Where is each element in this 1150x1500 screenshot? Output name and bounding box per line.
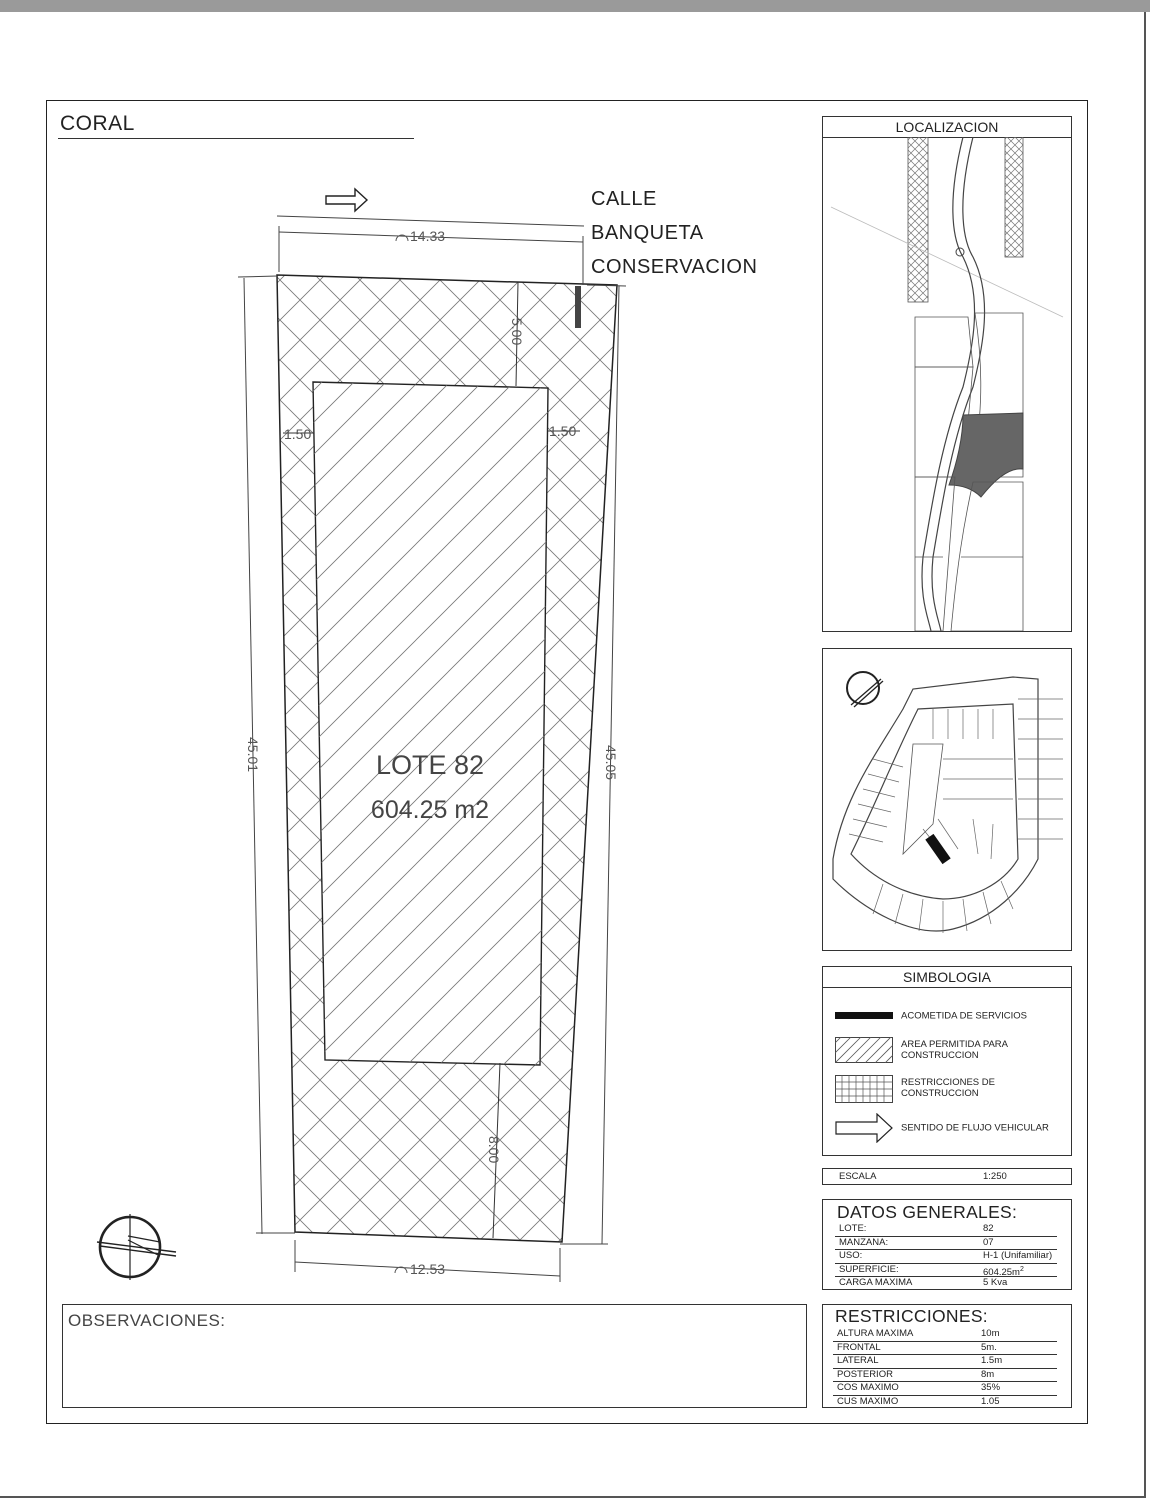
restrictions-panel xyxy=(822,1304,1072,1408)
setback-front: 5.00 xyxy=(509,318,525,346)
key-map-selected-lot xyxy=(925,834,950,864)
observations-label: OBSERVACIONES: xyxy=(68,1311,226,1330)
location-map xyxy=(823,137,1071,631)
general-data-panel xyxy=(822,1199,1072,1290)
table-row: LOTE: 82 xyxy=(835,1222,1057,1237)
legend-panel xyxy=(822,966,1072,1156)
table-row: MANZANA: 07 xyxy=(835,1236,1057,1251)
dim-bottom: 12.53 xyxy=(410,1261,446,1277)
service-connection-mark xyxy=(575,286,581,328)
restrictions-title: RESTRICCIONES: xyxy=(835,1306,988,1326)
buildable-area xyxy=(313,382,548,1065)
general-data-title: DATOS GENERALES: xyxy=(837,1202,1018,1222)
table-row: SUPERFICIE: $604.25m^2$ xyxy=(835,1263,1057,1278)
dim-top: 14.33 xyxy=(410,228,446,244)
observations-box xyxy=(62,1304,807,1408)
vehicle-flow-arrow-icon xyxy=(326,189,367,211)
service-connection-bar-icon xyxy=(835,1012,893,1020)
scale-label: ESCALA xyxy=(839,1171,877,1182)
table-row: FRONTAL 5m. xyxy=(833,1341,1057,1356)
grid-hatch-swatch-icon xyxy=(835,1075,893,1103)
key-map xyxy=(823,649,1071,950)
conservation-label: CONSERVACION xyxy=(591,256,758,278)
legend-label: RESTRICCIONES DE CONSTRUCCION xyxy=(901,1077,995,1099)
setback-left: 1.50 xyxy=(284,426,312,442)
table-row: LATERAL 1.5m xyxy=(833,1354,1057,1369)
legend-title: SIMBOLOGIA xyxy=(823,967,1071,988)
dim-left: 45.01 xyxy=(245,737,261,773)
scale-box xyxy=(822,1168,1072,1185)
setback-rear: 8.00 xyxy=(486,1136,502,1164)
legend-item xyxy=(835,1035,1065,1065)
location-panel-title: LOCALIZACION xyxy=(823,117,1071,138)
lot-area: 604.25 m2 xyxy=(370,796,490,824)
table-row: ALTURA MAXIMA 10m xyxy=(833,1327,1057,1342)
legend-item xyxy=(835,1113,1065,1143)
key-map-panel xyxy=(822,648,1072,951)
scale-value: 1:250 xyxy=(983,1171,1007,1182)
legend-label: SENTIDO DE FLUJO VEHICULAR xyxy=(901,1122,1049,1134)
dim-right: 45.05 xyxy=(603,745,619,781)
diagonal-hatch-swatch-icon xyxy=(835,1037,893,1063)
project-title: CORAL xyxy=(60,112,135,135)
setback-right: 1.50 xyxy=(549,423,577,439)
legend-item xyxy=(835,1001,1065,1031)
location-panel xyxy=(822,116,1072,632)
sidewalk-label: BANQUETA xyxy=(591,222,704,244)
legend-label: ACOMETIDA DE SERVICIOS xyxy=(901,1010,1027,1022)
table-row: CUS MAXIMO 1.05 xyxy=(837,1395,1000,1407)
table-row: USO: H-1 (Unifamiliar) xyxy=(835,1249,1057,1264)
legend-item xyxy=(835,1073,1065,1103)
key-map-north-icon xyxy=(847,672,883,707)
north-arrow-icon xyxy=(97,1214,176,1280)
arrow-right-outline-icon xyxy=(835,1113,893,1143)
legend-label: AREA PERMITIDA PARA CONSTRUCCION xyxy=(901,1039,1008,1061)
table-row: POSTERIOR 8m xyxy=(833,1368,1057,1383)
table-row: COS MAXIMO 35% xyxy=(833,1381,1057,1396)
street-label: CALLE xyxy=(591,188,657,210)
table-row: CARGA MAXIMA 5 Kva xyxy=(839,1277,1008,1288)
lot-name: LOTE 82 xyxy=(375,750,485,780)
